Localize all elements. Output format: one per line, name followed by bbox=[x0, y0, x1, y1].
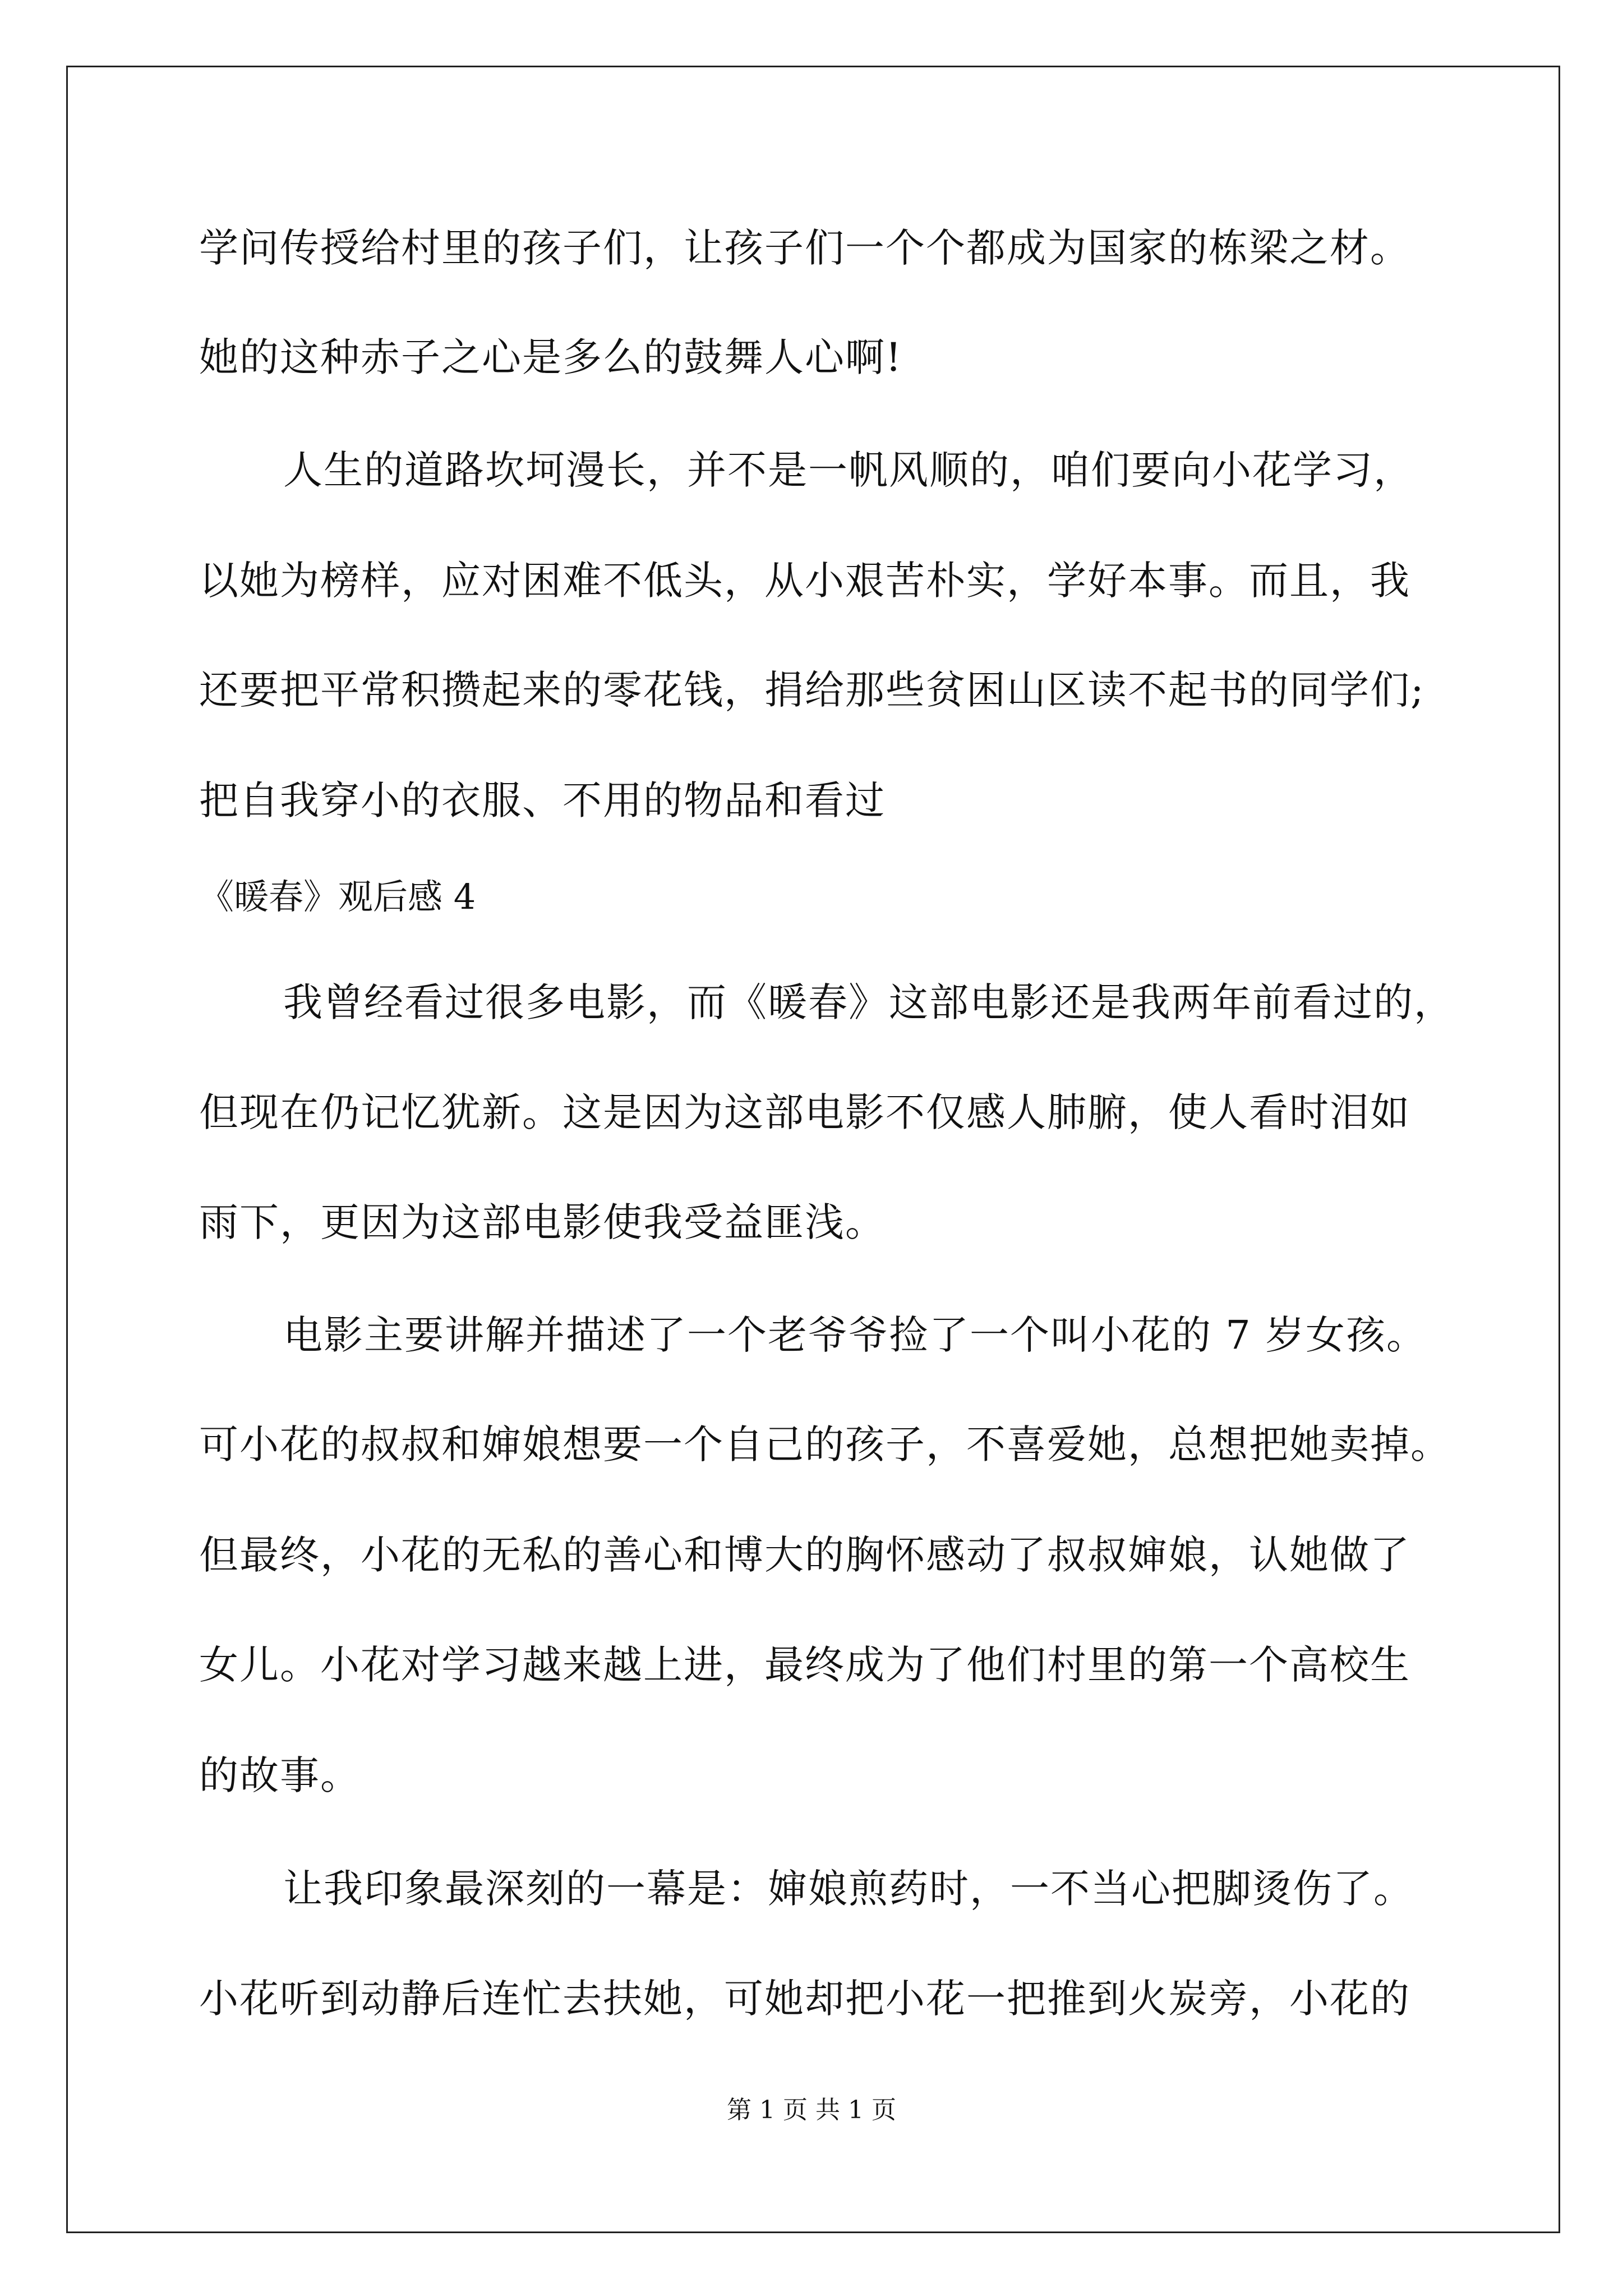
text-line: 可小花的叔叔和婶娘想要一个自己的孩子，不喜爱她，总想把她卖掉。 bbox=[199, 1421, 1451, 1467]
section-heading: 《暖春》观后感 4 bbox=[199, 876, 476, 917]
text-line: 但最终，小花的无私的善心和博大的胸怀感动了叔叔婶娘，认她做了 bbox=[199, 1532, 1410, 1578]
text-line: 她的这种赤子之心是多么的鼓舞人心啊! bbox=[199, 334, 903, 380]
text-line: 电影主要讲解并描述了一个老爷爷捡了一个叫小花的 7 岁女孩。 bbox=[283, 1312, 1427, 1358]
text-line: 女儿。小花对学习越来越上进，最终成为了他们村里的第一个高校生 bbox=[199, 1642, 1410, 1688]
text-line: 的故事。 bbox=[199, 1752, 361, 1798]
text-line: 把自我穿小的衣服、不用的物品和看过 bbox=[199, 777, 886, 823]
text-line: 还要把平常积攒起来的零花钱，捐给那些贫困山区读不起书的同学们; bbox=[199, 667, 1425, 713]
text-line: 学问传授给村里的孩子们，让孩子们一个个都成为国家的栋梁之材。 bbox=[199, 225, 1410, 271]
text-line: 让我印象最深刻的一幕是：婶娘煎药时，一不当心把脚烫伤了。 bbox=[283, 1866, 1414, 1912]
text-line: 但现在仍记忆犹新。这是因为这部电影不仅感人肺腑，使人看时泪如 bbox=[199, 1089, 1410, 1135]
text-line: 我曾经看过很多电影，而《暖春》这部电影还是我两年前看过的， bbox=[283, 979, 1454, 1025]
page-footer: 第 1 页 共 1 页 bbox=[727, 2096, 896, 2124]
text-line: 雨下，更因为这部电影使我受益匪浅。 bbox=[199, 1199, 886, 1245]
text-line: 人生的道路坎坷漫长，并不是一帆风顺的，咱们要向小花学习， bbox=[283, 447, 1414, 493]
text-line: 以她为榜样，应对困难不低头，从小艰苦朴实，学好本事。而且，我 bbox=[199, 558, 1410, 604]
text-line: 小花听到动静后连忙去扶她，可她却把小花一把推到火炭旁，小花的 bbox=[199, 1976, 1410, 2022]
